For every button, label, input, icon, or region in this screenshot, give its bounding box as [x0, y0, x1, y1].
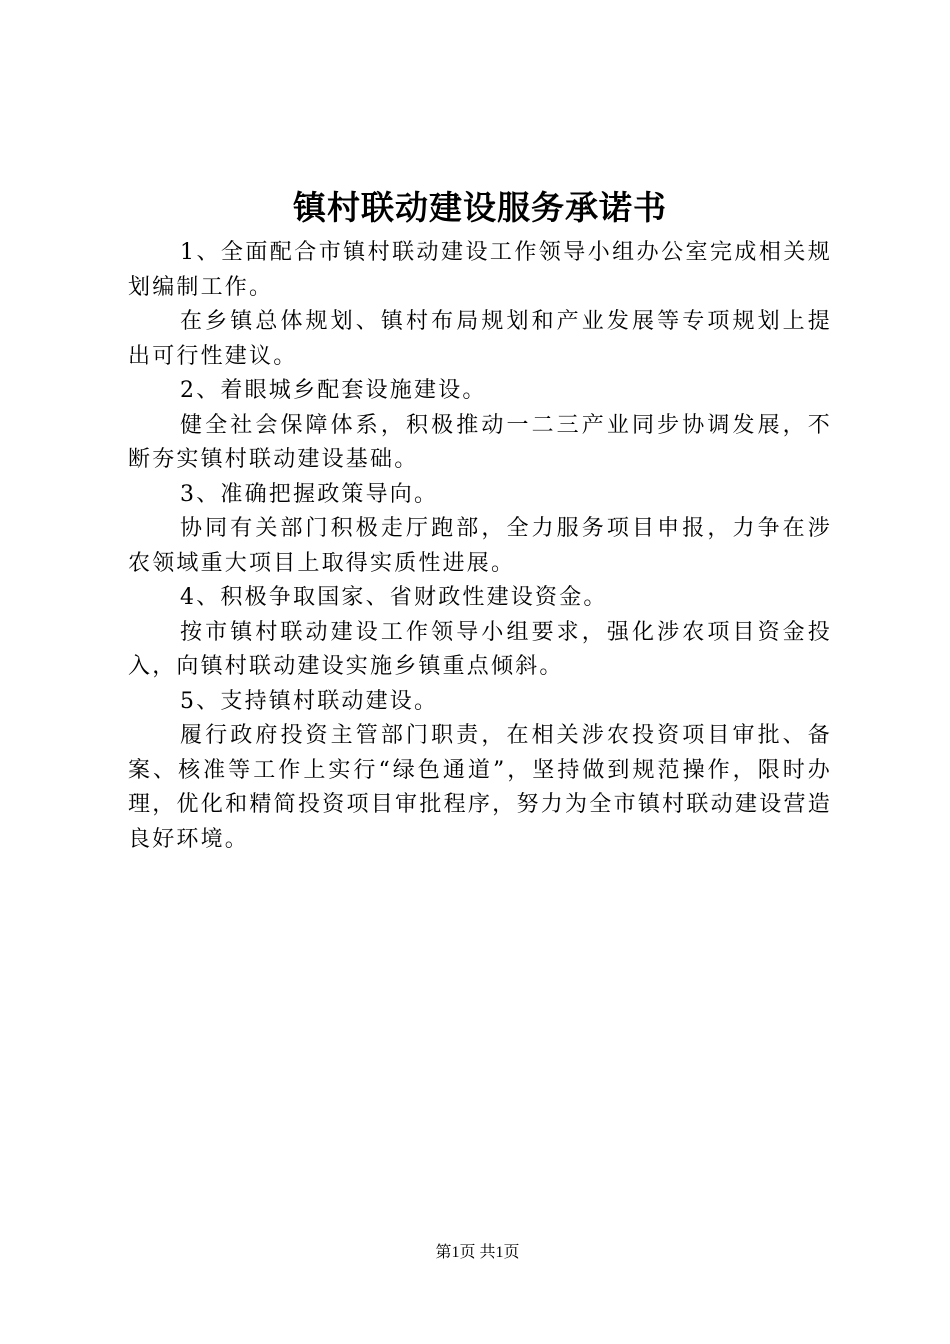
- paragraph-item-4: 4、积极争取国家、省财政性建设资金。: [180, 585, 608, 610]
- page-footer: 第1页 共1页: [435, 1244, 520, 1261]
- document-title: 镇村联动建设服务承诺书: [293, 188, 667, 227]
- paragraph-detail-3: 协同有关部门积极走厅跑部，全力服务项目申报，力争在涉农领域重大项目上取得实质性进展。: [128, 516, 832, 576]
- paragraph-item-3: 3、准确把握政策导向。: [180, 481, 439, 507]
- paragraph-detail-5: 履行政府投资主管部门职责，在相关涉农投资项目审批、备案、核准等工作上实行“绿色通道”，坚持做到规范操作，限时办理，优化和精简投资项目审批程序，努力为全市镇村联动建设营造良好环境。: [128, 723, 832, 852]
- paragraph-detail-1: 在乡镇总体规划、镇村布局规划和产业发展等专项规划上提出可行性建议。: [128, 309, 832, 369]
- document-body: [128, 236, 832, 857]
- paragraph-item-5: 5、支持镇村联动建设。: [180, 688, 439, 714]
- paragraph-detail-2: 健全社会保障体系，积极推动一二三产业同步协调发展，不断夯实镇村联动建设基础。: [128, 412, 832, 472]
- paragraph-item-1: 1、全面配合市镇村联动建设工作领导小组办公室完成相关规划编制工作。: [128, 240, 832, 300]
- paragraph-item-2: 2、着眼城乡配套设施建设。: [180, 378, 487, 403]
- paragraph-detail-4: 按市镇村联动建设工作领导小组要求，强化涉农项目资金投入，向镇村联动建设实施乡镇重点倾斜。: [128, 619, 832, 679]
